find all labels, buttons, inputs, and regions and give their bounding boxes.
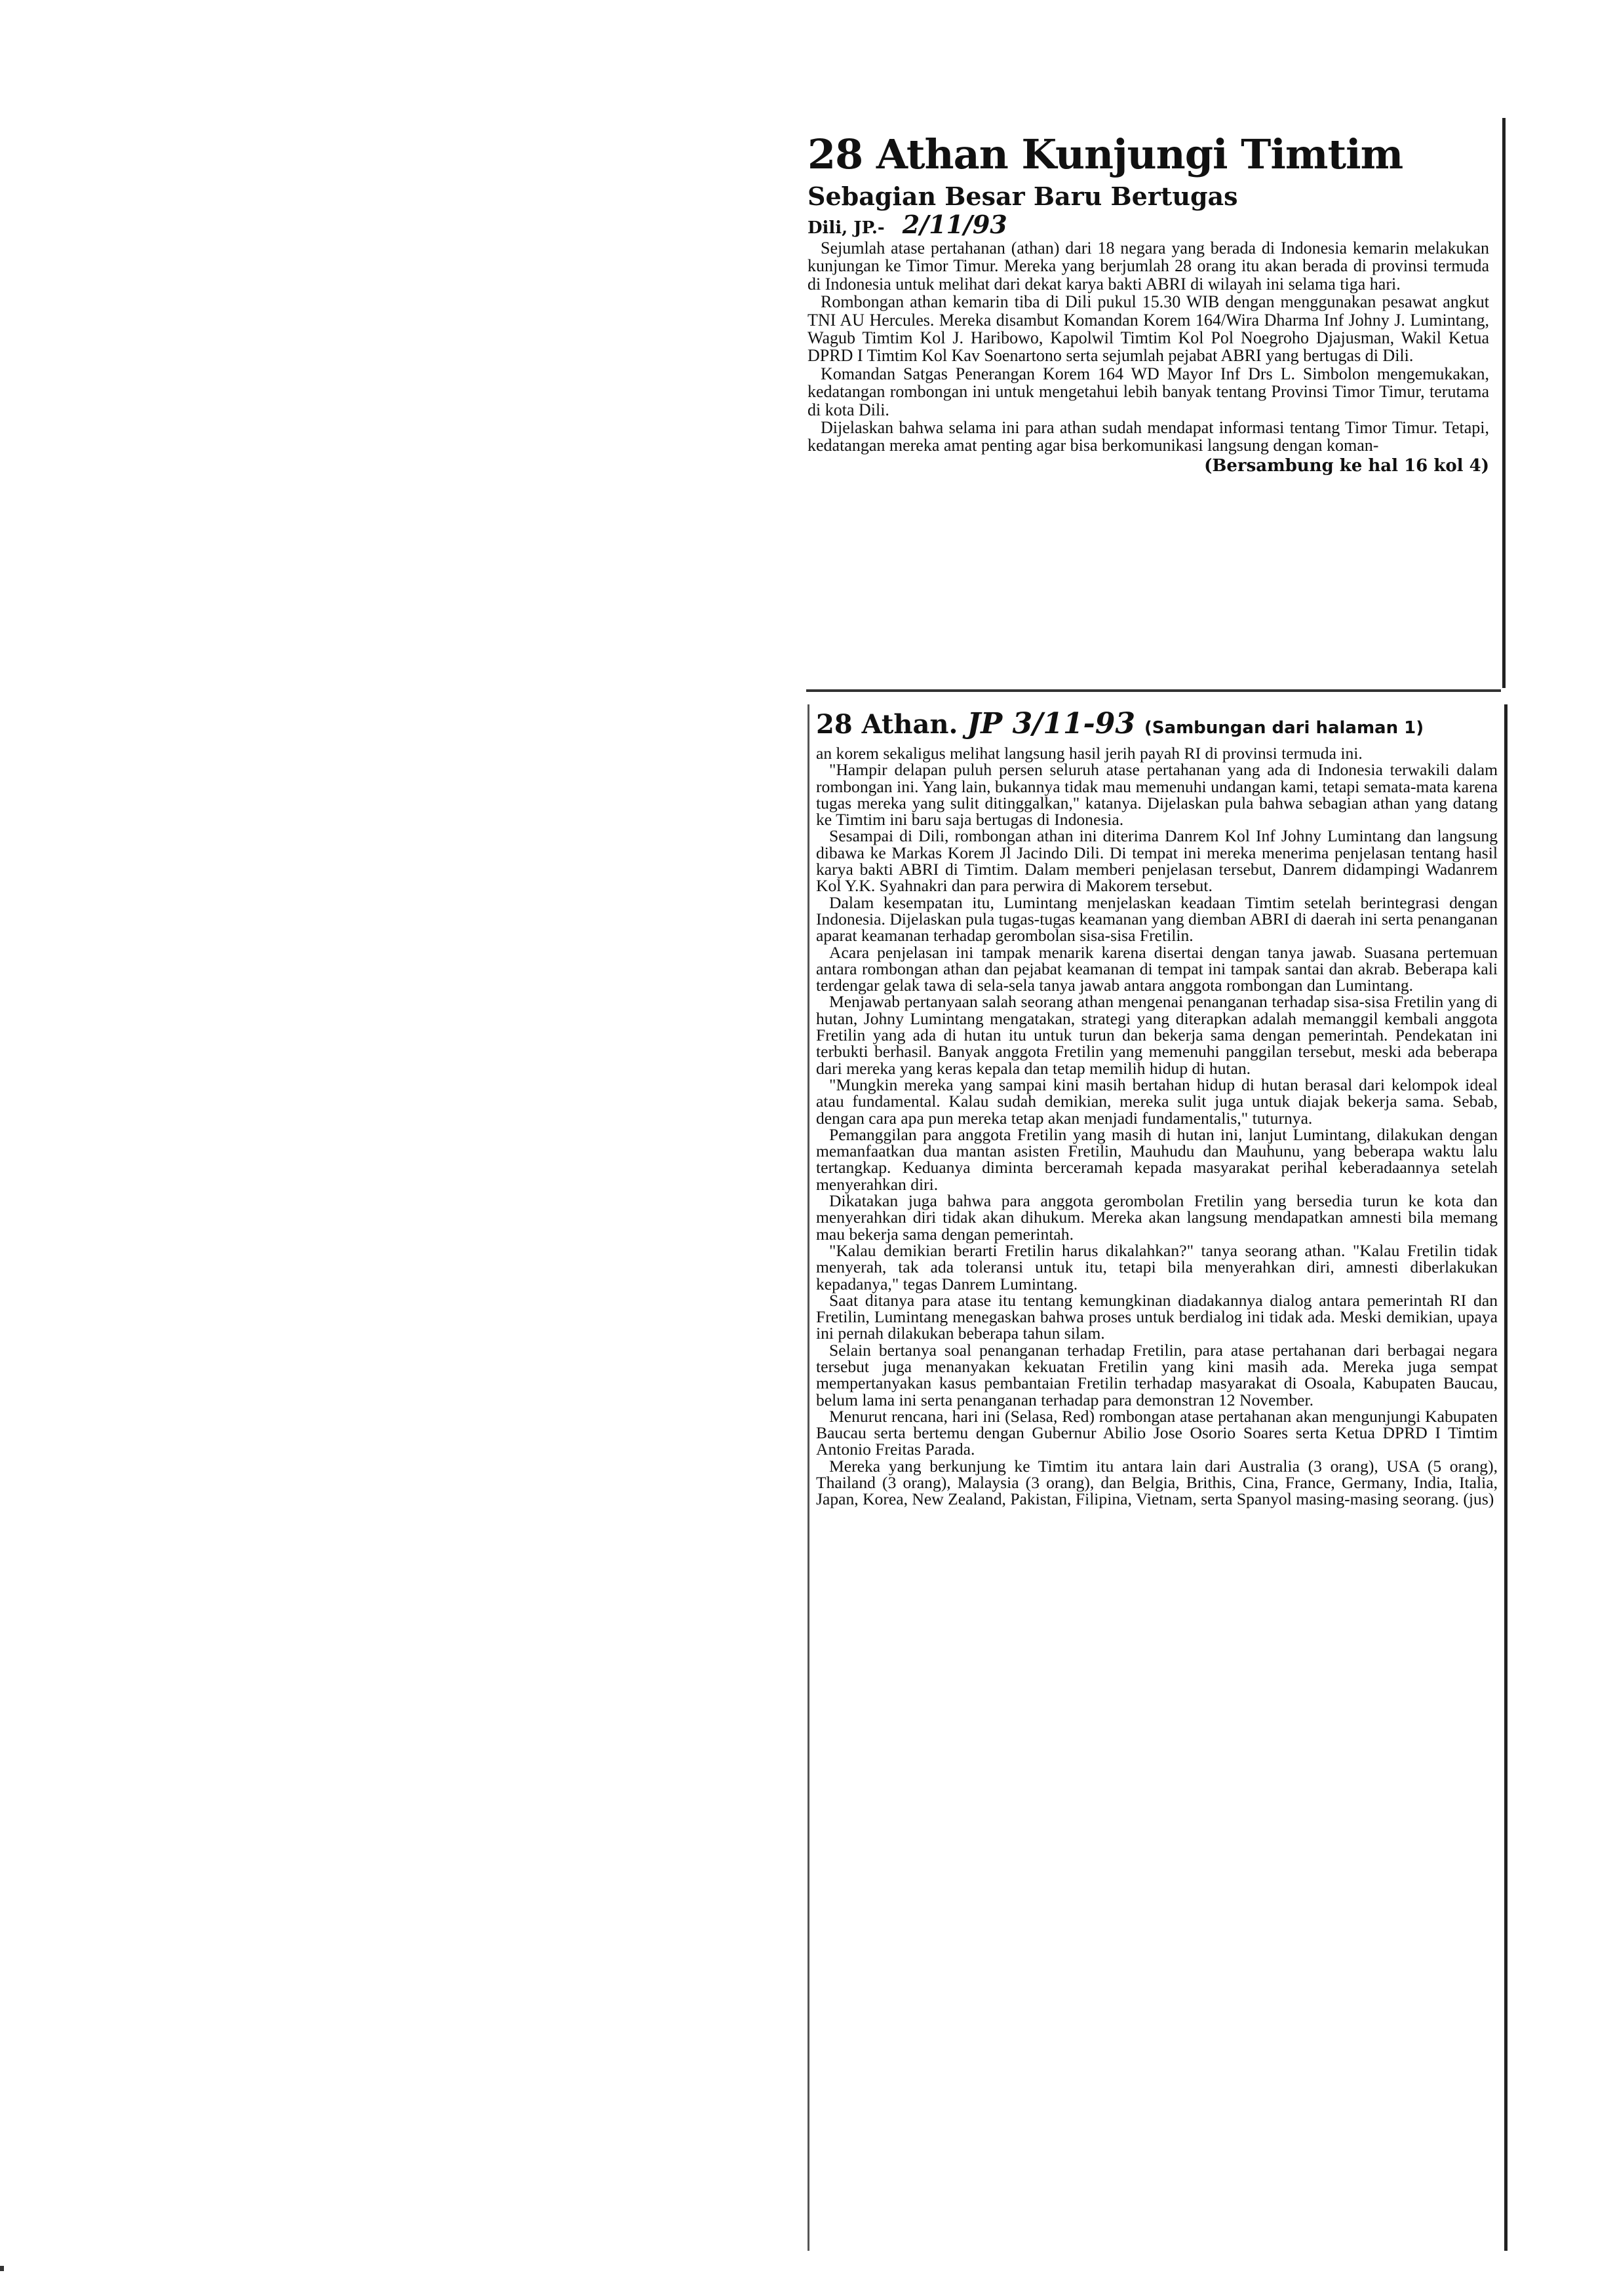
subheadline: Sebagian Besar Baru Bertugas <box>808 182 1238 211</box>
paragraph: "Kalau demikian berarti Fretilin harus dikalahkan?" tanya seorang athan. "Kalau Fretilin tidak menyerah, tak ada toleransi untuk itu, tetapi bila menyerahkan diri, amnesti diberlakukan kepadanya," tegas Danrem Lumintang. <box>816 1240 1498 1293</box>
paragraph: Sejumlah atase pertahanan (athan) dari 18 negara yang berada di Indonesia kemarin melakukan kunjungan ke Timor Timur. Mereka yang berjumlah 28 orang itu akan berada di provinsi termuda di Indonesia untuk melihat dari dekat karya bakti ABRI di wilayah ini selama tiga hari. <box>808 239 1489 294</box>
handwritten-date: JP 3/11-93 <box>967 707 1135 740</box>
paragraph: Dikatakan juga bahwa para anggota gerombolan Fretilin yang bersedia turun ke kota dan menyerahkan diri tidak akan dihukum. Mereka akan langsung mendapatkan amnesti bila memang mau bekerja sama dengan pemerintah. <box>816 1191 1498 1244</box>
continuation-header <box>816 707 1498 745</box>
paragraph: Pemanggilan para anggota Fretilin yang masih di hutan ini, lanjut Lumintang, dilakukan dengan memanfaatkan dua mantan asisten Fretilin, Mauhudu dan Mauhunu, yang beberapa waktu lalu tertangkap. Keduanya diminta berceramah kepada masyarakat perihal keberadaannya setelah menyerahkan diri. <box>816 1124 1498 1194</box>
clipping-divider <box>806 689 1501 692</box>
scan-speck <box>0 2266 4 2271</box>
paragraph: Dalam kesempatan itu, Lumintang menjelaskan keadaan Timtim setelah berintegrasi dengan Indonesia. Dijelaskan pula tugas-tugas keamanan yang diemban ABRI di daerah ini serta penanganan aparat keamanan terhadap gerombolan sisa-sisa Fretilin. <box>816 892 1498 946</box>
paragraph: Rombongan athan kemarin tiba di Dili pukul 15.30 WIB dengan menggunakan pesawat angkut TNI AU Hercules. Mereka disambut Komandan Korem 164/Wira Dharma Inf Johny J. Lumintang, Wagub Timtim Kol J. Haribowo, Kapolwil Timtim Kol Pol Noegroho Djajusman, Wakil Ketua DPRD I Timtim Kol Kav Soenartono serta sejumlah pejabat ABRI yang bertugas di Dili. <box>808 292 1489 366</box>
paragraph: Acara penjelasan ini tampak menarik karena disertai dengan tanya jawab. Suasana pertemuan antara rombongan athan dan pejabat keamanan di tempat ini tampak santai dan akrab. Beberapa kali terdengar gelak tawa di sela-sela tanya jawab antara anggota rombongan dan Lumintang. <box>816 942 1498 995</box>
handwritten-date: 2/11/93 <box>902 210 1007 239</box>
article-bottom-clipping <box>808 704 1508 2251</box>
paragraph: Sesampai di Dili, rombongan athan ini diterima Danrem Kol Inf Johny Lumintang dan langsung dibawa ke Markas Korem Jl Jacindo Dili. Di tempat ini mereka menerima penjelasan tentang hasil karya bakti ABRI di Timtim. Dalam memberi penjelasan tersebut, Danrem didampingi Wadanrem Kol Y.K. Syahnakri dan para perwira di Makorem tersebut. <box>816 826 1498 896</box>
article-body <box>816 745 1498 1508</box>
paragraph: Menjawab pertanyaan salah seorang athan mengenai penanganan terhadap sisa-sisa Fretilin yang di hutan, Johny Lumintang mengatakan, strategi yang diterapkan adalah memanggil kembali anggota Fretilin yang ada di hutan itu untuk turun dan bekerja sama dengan pemerintah. Pendekatan ini terbukti berhasil. Banyak anggota Fretilin yang memenuhi panggilan tersebut, meski ada beberapa dari mereka yang keras kepala dan tetap memilih hidup di hutan. <box>816 992 1498 1078</box>
article-top-clipping <box>808 118 1506 688</box>
dateline: Dili, JP.- <box>808 218 885 238</box>
continuation-headline: 28 Athan. <box>816 709 958 740</box>
paragraph: Mereka yang berkunjung ke Timtim itu antara lain dari Australia (3 orang), USA (5 orang), Thailand (3 orang), Malaysia (3 orang), dan Belgia, Brithis, Cina, France, Germany, India, Italia, Japan, Korea, New Zealand, Pakistan, Filipina, Vietnam, serta Spanyol masing-masing seorang. (jus) <box>816 1456 1498 1509</box>
article-body <box>808 239 1489 455</box>
paragraph: an korem sekaligus melihat langsung hasil jerih payah RI di provinsi termuda ini. <box>816 744 1363 763</box>
paragraph: "Hampir delapan puluh persen seluruh atase pertahanan yang ada di Indonesia terwakili dalam rombongan ini. Yang lain, bukannya tidak mau memenuhi undangan kami, tetapi semata-mata karena tugas mereka yang sulit ditinggalkan," katanya. Dijelaskan pula bahwa sebagian athan yang datang ke Timtim ini baru saja bertugas di Indonesia. <box>816 760 1498 830</box>
paragraph: Menurut rencana, hari ini (Selasa, Red) rombongan atase pertahanan akan mengunjungi Kabupaten Baucau serta bertemu dengan Gubernur Abilio Jose Osorio Soares serta Ketua DPRD I Timtim Antonio Freitas Parada. <box>816 1406 1498 1459</box>
dateline-row <box>808 210 1489 239</box>
continuation-source: (Sambungan dari halaman 1) <box>1144 718 1424 738</box>
continued-note: (Bersambung ke hal 16 kol 4) <box>1204 455 1489 476</box>
paragraph: Dijelaskan bahwa selama ini para athan sudah mendapat informasi tentang Timor Timur. Tetapi, kedatangan mereka amat penting agar bisa berkomunikasi langsung dengan koman- <box>808 418 1489 455</box>
paragraph: Selain bertanya soal penanganan terhadap Fretilin, para atase pertahanan dari berbagai negara tersebut juga menanyakan kekuatan Fretilin yang kini masih ada. Mereka juga sempat mempertanyakan kasus pembantaian Fretilin terhadap masyarakat di Osoala, Kabupaten Baucau, belum lama ini serta penanganan terhadap para demonstran 12 November. <box>816 1340 1498 1409</box>
paragraph: Komandan Satgas Penerangan Korem 164 WD Mayor Inf Drs L. Simbolon mengemukakan, kedatangan rombongan ini untuk mengetahui lebih banyak tentang Provinsi Timor Timur, terutama di kota Dili. <box>808 364 1489 419</box>
headline: 28 Athan Kunjungi Timtim <box>808 130 1403 178</box>
paragraph: "Mungkin mereka yang sampai kini masih bertahan hidup di hutan berasal dari kelompok ideal atau fundamental. Kalau sudah demikian, mereka sulit juga untuk diajak bekerja sama. Sebab, dengan cara apa pun mereka tetap akan menjadi fundamentalis," tuturnya. <box>816 1075 1498 1128</box>
paragraph: Saat ditanya para atase itu tentang kemungkinan diadakannya dialog antara pemerintah RI dan Fretilin, Lumintang menegaskan bahwa proses untuk berdialog ini tidak ada. Meski demikian, upaya ini pernah dilakukan beberapa tahun silam. <box>816 1290 1498 1343</box>
